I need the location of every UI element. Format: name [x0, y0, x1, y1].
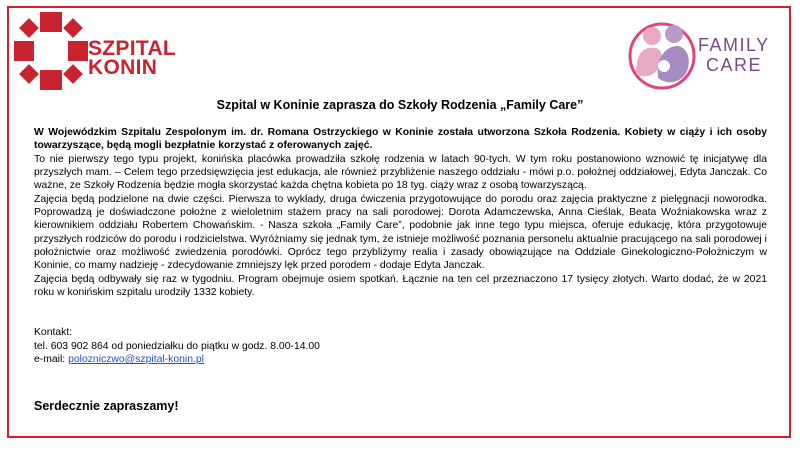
paragraph-1: To nie pierwszy tego typu projekt, konińska placówka prowadziła szkołę rodzenia w latach 90-tych. W tym roku postanowiono wznowić tę inicjatywę dla przyszłych mam. – Celem tego przedsięwzięcia jest edukacja, ale również przybliżenie naszego oddziału - mówi p.o. położnej oddziałowej, Edyta Janczak. Co ważne, ze Szkoły Rodzenia będzie mogła skorzystać każda chętna kobieta po 18 tyg. ciąży wraz z osobą towarzyszącą.	[34, 153, 767, 192]
hospital-logo	[14, 12, 189, 92]
page-title: Szpital w Koninie zaprasza do Szkoły Rodzenia „Family Care”	[216, 98, 584, 112]
paragraph-3: Zajęcia będą odbywały się raz w tygodniu. Program obejmuje osiem spotkań. Łącznie na ten cel przeznaczono 17 tysięcy złotych. Warto dodać, że w 2021 roku w konińskim szpitalu urodziły 1332 kobiety.	[34, 273, 767, 299]
paragraph-2: Zajęcia będą podzielone na dwie części. Pierwsza to wykłady, druga ćwiczenia przygotowujące do porodu oraz zajęcia praktyczne z pielęgnacji noworodka. Poprowadzą je doświadczone położne z wieloletnim stażem pracy na sali porodowej: Dorota Adamczewska, Anna Cieślak, Beata Woźniakowska wraz z kierownikiem oddziału Robertem Chowańskim. - Nasza szkoła „Family Care”, podobnie jak inne tego typu miejsca, oferuje edukację, która przygotowuje przyszłych rodziców do porodu i rodzicielstwa. Wyróżniamy się jednak tym, że istnieje możliwość poznania personelu aktualnie pracującego na sali porodowej i położnictwie oraz możliwość zwiedzenia porodówki. Oprócz tego przybliżymy realia i zasady obowiązujące na Oddziale Ginekologiczno-Położniczym w Koninie, co mamy nadzieję - zdecydowanie zmniejszy lęk przed porodem - dodaje Edyta Janczak.	[34, 193, 767, 272]
article-body	[34, 126, 767, 299]
family-care-emblem-icon	[626, 14, 706, 94]
hospital-logo-line2: KONIN	[88, 56, 158, 79]
email-link[interactable]: polozniczwo@szpital-konin.pl	[68, 354, 204, 366]
family-care-logo	[626, 14, 786, 94]
contact-phone: tel. 603 902 864 od poniedziałku do piątku w godz. 8.00-14.00	[34, 340, 320, 352]
lead-paragraph: W Wojewódzkim Szpitalu Zespolonym im. dr. Romana Ostrzyckiego w Koninie została utworzona Szkoła Rodzenia. Kobiety w ciąży i ich osoby towarzyszące, będą mogli bezpłatnie korzystać z oferowanych zajęć.	[34, 127, 767, 152]
closing-text: Serdecznie zapraszamy!	[34, 399, 179, 413]
hospital-logo-line1: SZPITAL	[88, 37, 177, 60]
family-care-logo-line2: CARE	[706, 55, 763, 75]
hospital-logo-text	[88, 39, 176, 77]
family-care-logo-line1: FAMILY	[698, 35, 770, 55]
contact-heading: Kontakt:	[34, 327, 73, 338]
contact-email-row	[34, 353, 320, 367]
hospital-cross-icon	[14, 12, 88, 90]
contact-email-label: e-mail:	[34, 354, 69, 366]
contact-section	[34, 326, 320, 367]
